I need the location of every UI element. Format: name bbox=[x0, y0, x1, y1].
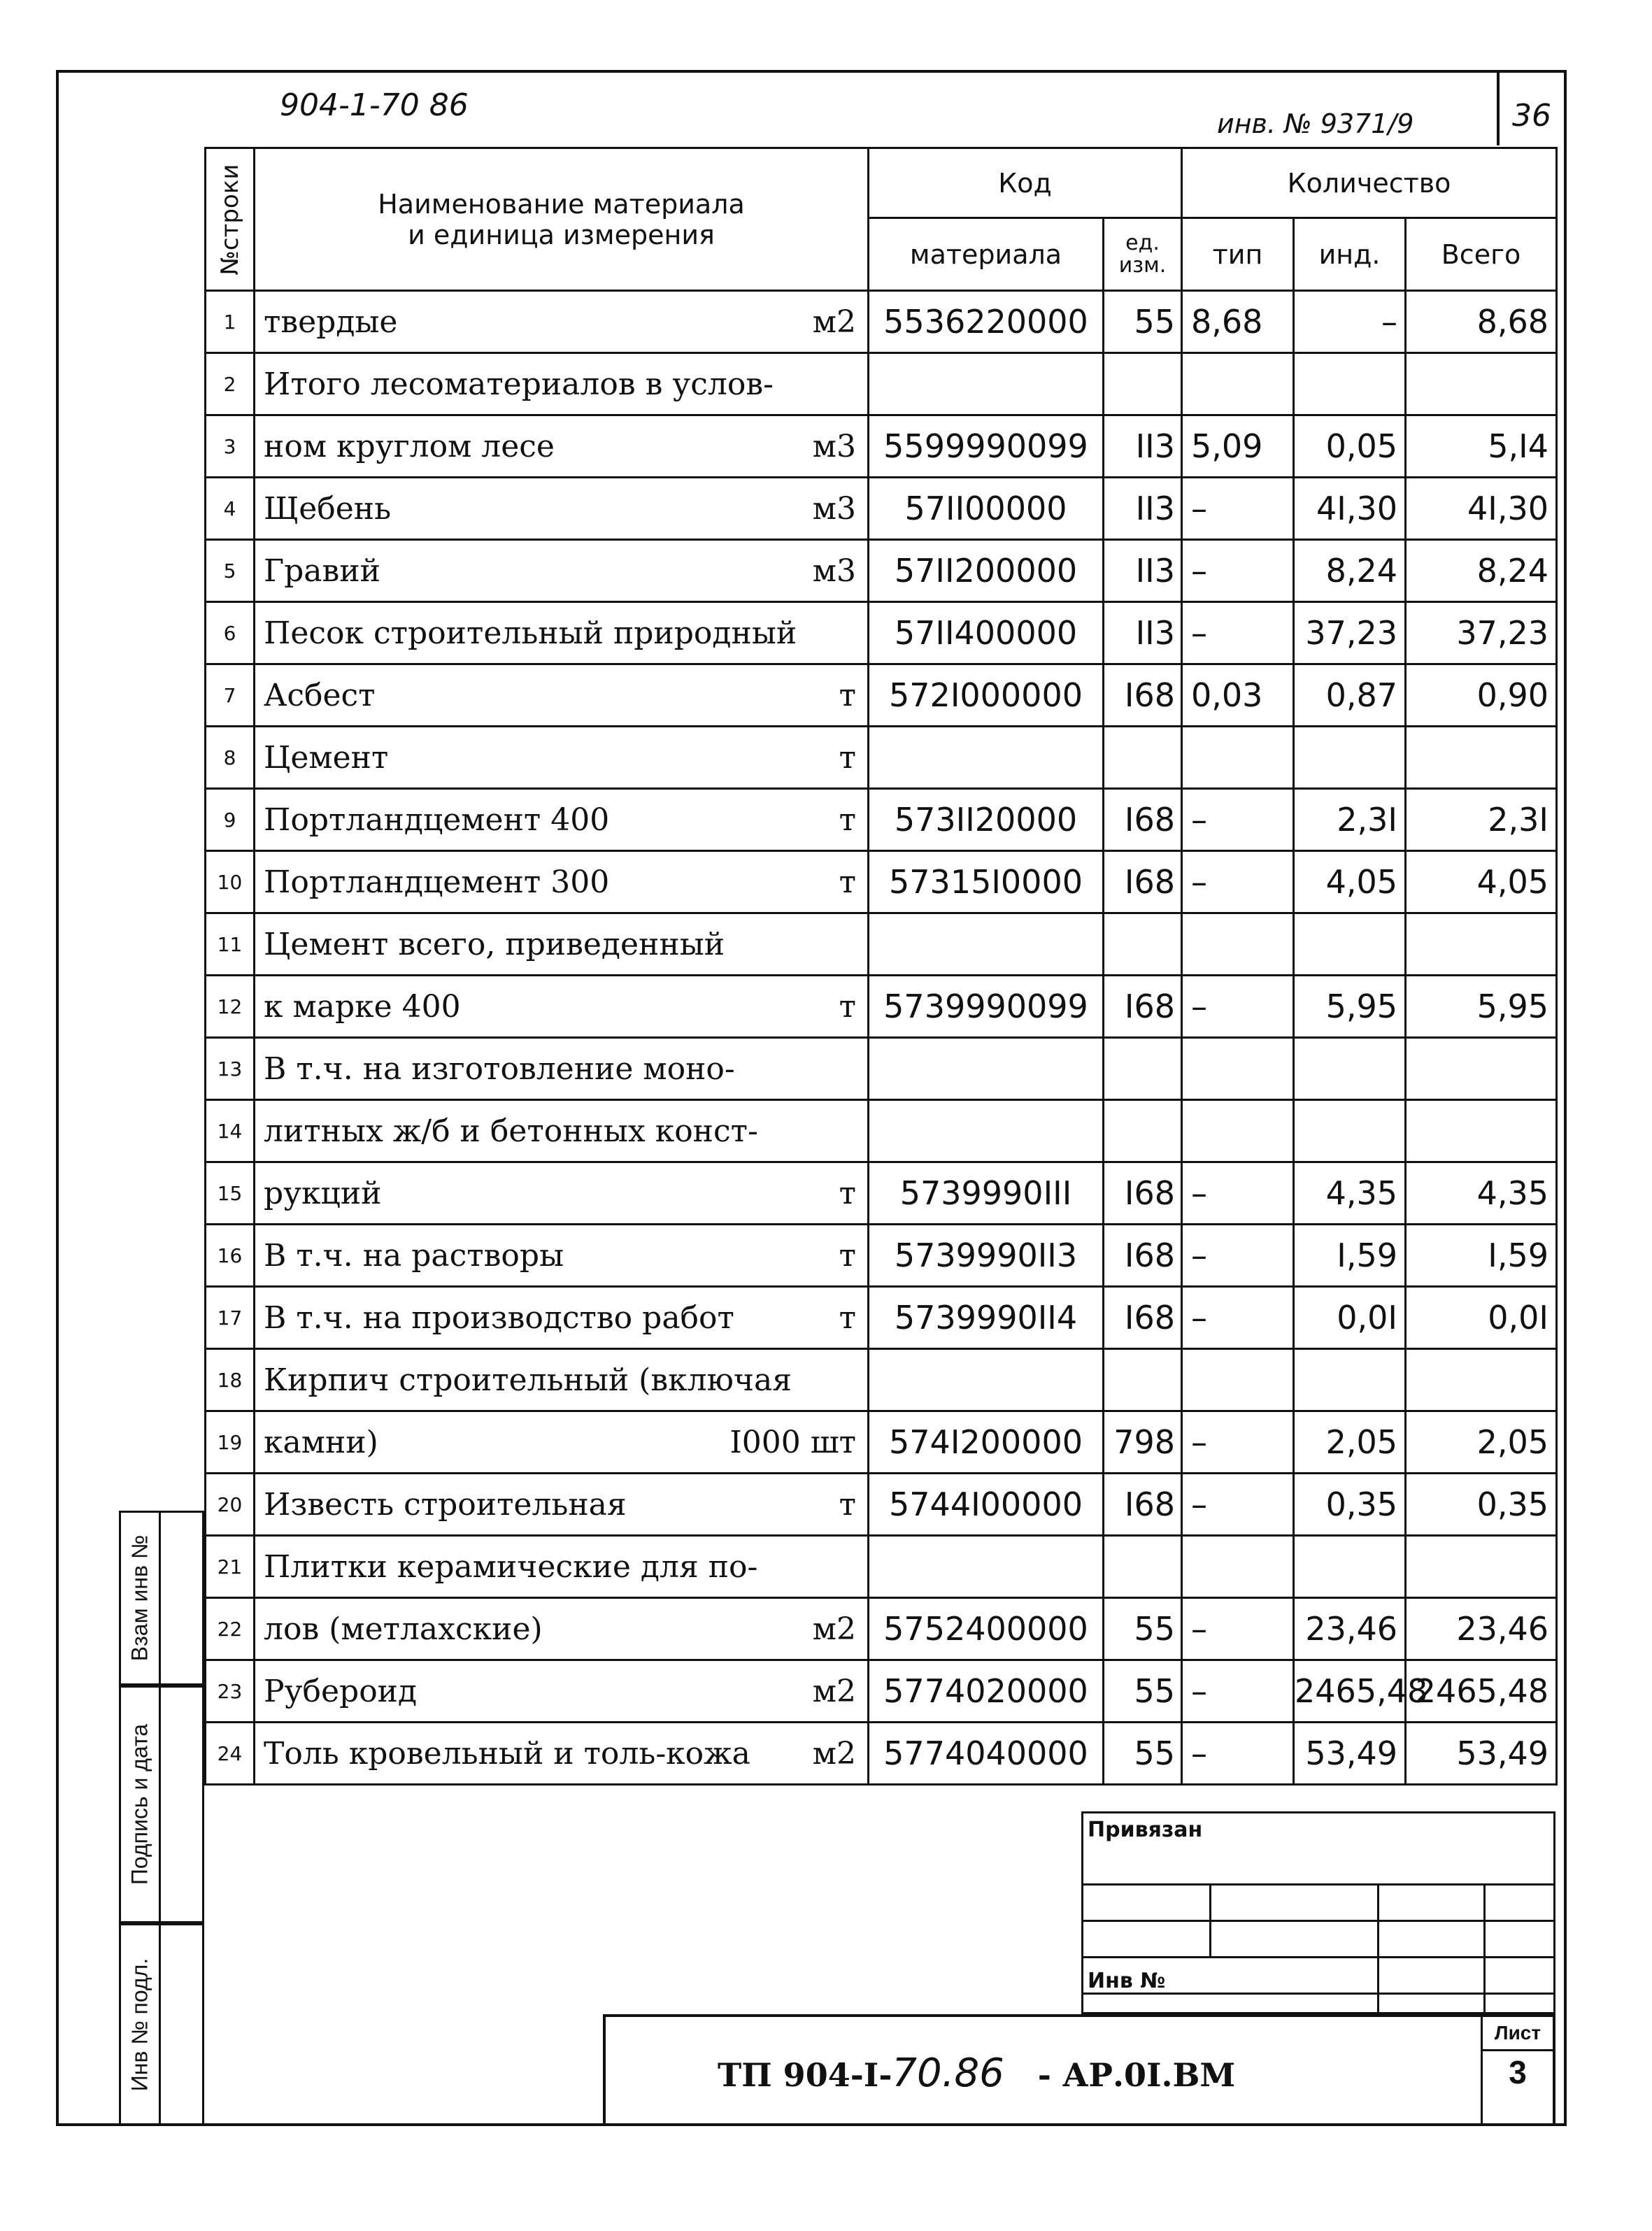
unit-code bbox=[1104, 353, 1182, 415]
table-row bbox=[206, 291, 1557, 353]
qty-type: – bbox=[1182, 1411, 1294, 1474]
qty-type: – bbox=[1182, 976, 1294, 1038]
qty-individual: 2,05 bbox=[1294, 1411, 1406, 1474]
material-name bbox=[255, 913, 869, 976]
material-name-text: Портландцемент 400 bbox=[264, 801, 610, 838]
table-row bbox=[206, 1411, 1557, 1474]
table-row bbox=[206, 1723, 1557, 1785]
material-code: 572I000000 bbox=[869, 664, 1104, 727]
qty-type: – bbox=[1182, 1723, 1294, 1785]
qty-individual: 0,05 bbox=[1294, 415, 1406, 478]
material-name bbox=[255, 291, 869, 353]
header-qty-individual: инд. bbox=[1294, 218, 1406, 291]
unit-code: II3 bbox=[1104, 602, 1182, 664]
qty-type bbox=[1182, 913, 1294, 976]
unit-code bbox=[1104, 1349, 1182, 1411]
unit-code: 55 bbox=[1104, 1660, 1182, 1723]
material-name-text: В т.ч. на растворы bbox=[264, 1237, 564, 1274]
qty-total: 5,I4 bbox=[1406, 415, 1557, 478]
material-code bbox=[869, 913, 1104, 976]
material-name bbox=[255, 976, 869, 1038]
material-name-text: Итого лесоматериалов в услов- bbox=[264, 366, 774, 402]
material-unit: т bbox=[839, 801, 856, 838]
table-header bbox=[206, 148, 1557, 291]
table-row bbox=[206, 851, 1557, 913]
material-name-text: В т.ч. на изготовление моно- bbox=[264, 1050, 735, 1087]
material-unit: т bbox=[839, 1175, 856, 1211]
material-name-text: рукций bbox=[264, 1175, 382, 1211]
qty-individual: 53,49 bbox=[1294, 1723, 1406, 1785]
material-unit: м3 bbox=[812, 490, 856, 527]
table-row bbox=[206, 1100, 1557, 1162]
qty-total: 2,3I bbox=[1406, 789, 1557, 851]
qty-total: 4,35 bbox=[1406, 1162, 1557, 1225]
material-code: 57II400000 bbox=[869, 602, 1104, 664]
stamp-vline bbox=[1483, 1883, 1486, 2012]
row-number: 6 bbox=[206, 602, 255, 664]
unit-code: 55 bbox=[1104, 1723, 1182, 1785]
material-code: 5536220000 bbox=[869, 291, 1104, 353]
material-name bbox=[255, 1536, 869, 1598]
material-name bbox=[255, 851, 869, 913]
qty-type: – bbox=[1182, 851, 1294, 913]
unit-code: I68 bbox=[1104, 1287, 1182, 1349]
material-name bbox=[255, 1411, 869, 1474]
materials-table bbox=[204, 147, 1558, 1785]
side-cell-replacement-inv: Взам инв № bbox=[119, 1511, 161, 1685]
header-code: Код bbox=[869, 148, 1182, 218]
inventory-number: инв. № 9371/9 bbox=[1217, 108, 1414, 139]
qty-individual: 0,0I bbox=[1294, 1287, 1406, 1349]
header-quantity: Количество bbox=[1182, 148, 1557, 218]
material-code: 5774020000 bbox=[869, 1660, 1104, 1723]
unit-code: I68 bbox=[1104, 851, 1182, 913]
material-code: 5739990II3 bbox=[869, 1225, 1104, 1287]
table-body bbox=[206, 291, 1557, 1785]
qty-total bbox=[1406, 913, 1557, 976]
unit-code: II3 bbox=[1104, 415, 1182, 478]
material-name bbox=[255, 478, 869, 540]
table-row bbox=[206, 1038, 1557, 1100]
qty-total: 4I,30 bbox=[1406, 478, 1557, 540]
table-row bbox=[206, 664, 1557, 727]
qty-total bbox=[1406, 1038, 1557, 1100]
row-number: 7 bbox=[206, 664, 255, 727]
side-cell-blank-2 bbox=[161, 1685, 204, 1923]
qty-total bbox=[1406, 353, 1557, 415]
qty-type: – bbox=[1182, 1225, 1294, 1287]
material-code bbox=[869, 1100, 1104, 1162]
qty-total bbox=[1406, 1100, 1557, 1162]
table-row bbox=[206, 976, 1557, 1038]
material-code bbox=[869, 727, 1104, 789]
row-number: 14 bbox=[206, 1100, 255, 1162]
qty-total: 2465,48 bbox=[1406, 1660, 1557, 1723]
qty-individual: 8,24 bbox=[1294, 540, 1406, 602]
material-code: 5739990III bbox=[869, 1162, 1104, 1225]
qty-total: 53,49 bbox=[1406, 1723, 1557, 1785]
qty-total: 0,90 bbox=[1406, 664, 1557, 727]
material-code: 57II00000 bbox=[869, 478, 1104, 540]
qty-total: 4,05 bbox=[1406, 851, 1557, 913]
material-code: 5774040000 bbox=[869, 1723, 1104, 1785]
sheet-number-box bbox=[1481, 2017, 1553, 2123]
unit-code: 55 bbox=[1104, 291, 1182, 353]
qty-individual bbox=[1294, 1536, 1406, 1598]
table-row bbox=[206, 540, 1557, 602]
unit-code: II3 bbox=[1104, 540, 1182, 602]
table-row bbox=[206, 789, 1557, 851]
material-unit: м2 bbox=[812, 1611, 856, 1647]
stamp-vline bbox=[1377, 1883, 1379, 2012]
qty-individual: 0,87 bbox=[1294, 664, 1406, 727]
table-row bbox=[206, 1225, 1557, 1287]
material-name-text: твердые bbox=[264, 304, 398, 340]
material-name-text: Кирпич строительный (включая bbox=[264, 1362, 792, 1398]
material-code: 57315I0000 bbox=[869, 851, 1104, 913]
binding-stamp bbox=[1081, 1811, 1555, 2014]
material-name-text: Плитки керамические для по- bbox=[264, 1548, 758, 1585]
qty-type: – bbox=[1182, 1598, 1294, 1660]
stamp-vline bbox=[1209, 1883, 1211, 1956]
material-unit: м2 bbox=[812, 304, 856, 340]
table-row bbox=[206, 478, 1557, 540]
header-qty-type: тип bbox=[1182, 218, 1294, 291]
material-name bbox=[255, 727, 869, 789]
page-number: 36 bbox=[1512, 98, 1551, 134]
material-code: 5739990II4 bbox=[869, 1287, 1104, 1349]
sheet-number: 3 bbox=[1509, 2054, 1527, 2090]
row-number: 10 bbox=[206, 851, 255, 913]
qty-type bbox=[1182, 1536, 1294, 1598]
qty-individual: 4,05 bbox=[1294, 851, 1406, 913]
unit-code: I68 bbox=[1104, 664, 1182, 727]
unit-code: I68 bbox=[1104, 1162, 1182, 1225]
row-number: 17 bbox=[206, 1287, 255, 1349]
material-name-text: к марке 400 bbox=[264, 988, 461, 1025]
row-number: 21 bbox=[206, 1536, 255, 1598]
material-name-text: камни) bbox=[264, 1424, 378, 1460]
row-number: 1 bbox=[206, 291, 255, 353]
unit-code: I68 bbox=[1104, 1474, 1182, 1536]
table-row bbox=[206, 1598, 1557, 1660]
material-name bbox=[255, 602, 869, 664]
row-number: 3 bbox=[206, 415, 255, 478]
qty-individual: 4I,30 bbox=[1294, 478, 1406, 540]
table-row bbox=[206, 1287, 1557, 1349]
table-row bbox=[206, 1660, 1557, 1723]
material-name-text: Цемент bbox=[264, 739, 389, 776]
qty-total: 37,23 bbox=[1406, 602, 1557, 664]
qty-type bbox=[1182, 727, 1294, 789]
unit-code bbox=[1104, 1038, 1182, 1100]
material-name bbox=[255, 789, 869, 851]
qty-individual: 23,46 bbox=[1294, 1598, 1406, 1660]
material-name-text: Щебень bbox=[264, 490, 392, 527]
material-name-text: Портландцемент 300 bbox=[264, 864, 610, 900]
material-name bbox=[255, 1474, 869, 1536]
qty-type: – bbox=[1182, 789, 1294, 851]
row-number: 4 bbox=[206, 478, 255, 540]
qty-total: I,59 bbox=[1406, 1225, 1557, 1287]
qty-type: 5,09 bbox=[1182, 415, 1294, 478]
row-number: 11 bbox=[206, 913, 255, 976]
qty-individual: 2465,48 bbox=[1294, 1660, 1406, 1723]
material-name bbox=[255, 540, 869, 602]
material-name-text: лов (метлахские) bbox=[264, 1611, 543, 1647]
qty-total: 0,35 bbox=[1406, 1474, 1557, 1536]
unit-code bbox=[1104, 1100, 1182, 1162]
qty-type: 8,68 bbox=[1182, 291, 1294, 353]
sheet-label: Лист bbox=[1483, 2017, 1553, 2051]
qty-type: – bbox=[1182, 1162, 1294, 1225]
row-number: 15 bbox=[206, 1162, 255, 1225]
document-designation: ТП 904-I-70.86 - АР.0I.ВМ bbox=[718, 2051, 1236, 2096]
side-cell-blank-3 bbox=[161, 1923, 204, 2126]
qty-type: – bbox=[1182, 1474, 1294, 1536]
qty-total bbox=[1406, 1536, 1557, 1598]
qty-total bbox=[1406, 727, 1557, 789]
project-code: 904-1-70 86 bbox=[280, 87, 469, 123]
material-name-text: Цемент всего, приведенный bbox=[264, 926, 725, 962]
unit-code: I68 bbox=[1104, 1225, 1182, 1287]
header-row-number: №строки bbox=[206, 148, 255, 291]
table-row bbox=[206, 1349, 1557, 1411]
material-unit: т bbox=[839, 739, 856, 776]
qty-type: – bbox=[1182, 1287, 1294, 1349]
qty-type: – bbox=[1182, 1660, 1294, 1723]
material-name-text: Толь кровельный и толь-кожа bbox=[264, 1735, 750, 1772]
qty-total: 8,24 bbox=[1406, 540, 1557, 602]
qty-individual: 0,35 bbox=[1294, 1474, 1406, 1536]
stamp-attached-label: Привязан bbox=[1088, 1818, 1203, 1842]
title-block bbox=[603, 2014, 1555, 2126]
material-name bbox=[255, 1162, 869, 1225]
header-material-name: Наименование материала и единица измерения bbox=[255, 148, 869, 291]
table-row bbox=[206, 1162, 1557, 1225]
material-code bbox=[869, 1349, 1104, 1411]
material-name bbox=[255, 1349, 869, 1411]
table-row bbox=[206, 1474, 1557, 1536]
qty-individual bbox=[1294, 1100, 1406, 1162]
qty-total bbox=[1406, 1349, 1557, 1411]
qty-individual: 5,95 bbox=[1294, 976, 1406, 1038]
qty-type: 0,03 bbox=[1182, 664, 1294, 727]
row-number: 13 bbox=[206, 1038, 255, 1100]
material-unit: т bbox=[839, 1486, 856, 1523]
row-number: 19 bbox=[206, 1411, 255, 1474]
qty-individual: I,59 bbox=[1294, 1225, 1406, 1287]
row-number: 24 bbox=[206, 1723, 255, 1785]
header-qty-total: Всего bbox=[1406, 218, 1557, 291]
unit-code bbox=[1104, 913, 1182, 976]
material-name bbox=[255, 1287, 869, 1349]
material-name bbox=[255, 1723, 869, 1785]
side-cell-original-inv: Инв № подл. bbox=[119, 1923, 161, 2126]
header-code-material: материала bbox=[869, 218, 1104, 291]
material-unit: м3 bbox=[812, 428, 856, 464]
row-number: 2 bbox=[206, 353, 255, 415]
material-code bbox=[869, 1038, 1104, 1100]
material-name bbox=[255, 1038, 869, 1100]
side-strip bbox=[119, 1511, 204, 2126]
material-unit: т bbox=[839, 677, 856, 713]
unit-code: II3 bbox=[1104, 478, 1182, 540]
qty-total: 0,0I bbox=[1406, 1287, 1557, 1349]
material-code: 5744I00000 bbox=[869, 1474, 1104, 1536]
material-unit: т bbox=[839, 1237, 856, 1274]
material-code bbox=[869, 353, 1104, 415]
unit-code: 55 bbox=[1104, 1598, 1182, 1660]
material-unit: т bbox=[839, 988, 856, 1025]
unit-code: 798 bbox=[1104, 1411, 1182, 1474]
qty-individual bbox=[1294, 727, 1406, 789]
qty-individual: – bbox=[1294, 291, 1406, 353]
row-number: 20 bbox=[206, 1474, 255, 1536]
material-name-text: Рубероид bbox=[264, 1673, 418, 1709]
row-number: 16 bbox=[206, 1225, 255, 1287]
row-number: 22 bbox=[206, 1598, 255, 1660]
material-code: 5752400000 bbox=[869, 1598, 1104, 1660]
row-number: 5 bbox=[206, 540, 255, 602]
material-unit: м2 bbox=[812, 1735, 856, 1772]
side-cell-signature-date: Подпись и дата bbox=[119, 1685, 161, 1923]
material-unit: м3 bbox=[812, 553, 856, 589]
material-unit: I000 шт bbox=[729, 1424, 856, 1460]
material-name bbox=[255, 664, 869, 727]
material-name bbox=[255, 1100, 869, 1162]
page-number-divider bbox=[1497, 70, 1500, 145]
qty-individual: 2,3I bbox=[1294, 789, 1406, 851]
qty-individual bbox=[1294, 353, 1406, 415]
qty-total: 23,46 bbox=[1406, 1598, 1557, 1660]
qty-type bbox=[1182, 1349, 1294, 1411]
header-code-unit: ед. изм. bbox=[1104, 218, 1182, 291]
row-number: 18 bbox=[206, 1349, 255, 1411]
material-code: 574I200000 bbox=[869, 1411, 1104, 1474]
qty-type: – bbox=[1182, 478, 1294, 540]
table-row bbox=[206, 1536, 1557, 1598]
stamp-inv-label: Инв № bbox=[1088, 1969, 1166, 1993]
material-unit: т bbox=[839, 1299, 856, 1336]
qty-total: 2,05 bbox=[1406, 1411, 1557, 1474]
material-code: 5599990099 bbox=[869, 415, 1104, 478]
row-number: 9 bbox=[206, 789, 255, 851]
material-name bbox=[255, 1660, 869, 1723]
material-name-text: Песок строительный природный bbox=[264, 615, 797, 651]
row-number: 12 bbox=[206, 976, 255, 1038]
table-row bbox=[206, 913, 1557, 976]
table-row bbox=[206, 415, 1557, 478]
qty-individual: 37,23 bbox=[1294, 602, 1406, 664]
row-number: 23 bbox=[206, 1660, 255, 1723]
unit-code: I68 bbox=[1104, 789, 1182, 851]
qty-individual: 4,35 bbox=[1294, 1162, 1406, 1225]
material-name-text: ном круглом лесе bbox=[264, 428, 555, 464]
qty-type: – bbox=[1182, 602, 1294, 664]
qty-total: 5,95 bbox=[1406, 976, 1557, 1038]
qty-type bbox=[1182, 1100, 1294, 1162]
material-name bbox=[255, 1225, 869, 1287]
material-name-text: Известь строительная bbox=[264, 1486, 627, 1523]
unit-code: I68 bbox=[1104, 976, 1182, 1038]
material-code: 5739990099 bbox=[869, 976, 1104, 1038]
material-code: 57II200000 bbox=[869, 540, 1104, 602]
unit-code bbox=[1104, 1536, 1182, 1598]
material-name bbox=[255, 415, 869, 478]
material-name bbox=[255, 353, 869, 415]
unit-code bbox=[1104, 727, 1182, 789]
material-unit: т bbox=[839, 864, 856, 900]
material-name-text: Асбест bbox=[264, 677, 376, 713]
qty-individual bbox=[1294, 1349, 1406, 1411]
table-row bbox=[206, 727, 1557, 789]
qty-type bbox=[1182, 353, 1294, 415]
qty-total: 8,68 bbox=[1406, 291, 1557, 353]
material-code bbox=[869, 1536, 1104, 1598]
qty-individual bbox=[1294, 1038, 1406, 1100]
material-unit: м2 bbox=[812, 1673, 856, 1709]
material-code: 573II20000 bbox=[869, 789, 1104, 851]
material-name-text: Гравий bbox=[264, 553, 380, 589]
material-name-text: литных ж/б и бетонных конст- bbox=[264, 1113, 758, 1149]
qty-individual bbox=[1294, 913, 1406, 976]
material-name-text: В т.ч. на производство работ bbox=[264, 1299, 734, 1336]
row-number: 8 bbox=[206, 727, 255, 789]
qty-type: – bbox=[1182, 540, 1294, 602]
table-row bbox=[206, 353, 1557, 415]
qty-type bbox=[1182, 1038, 1294, 1100]
table-row bbox=[206, 602, 1557, 664]
side-cell-blank-1 bbox=[161, 1511, 204, 1685]
material-name bbox=[255, 1598, 869, 1660]
